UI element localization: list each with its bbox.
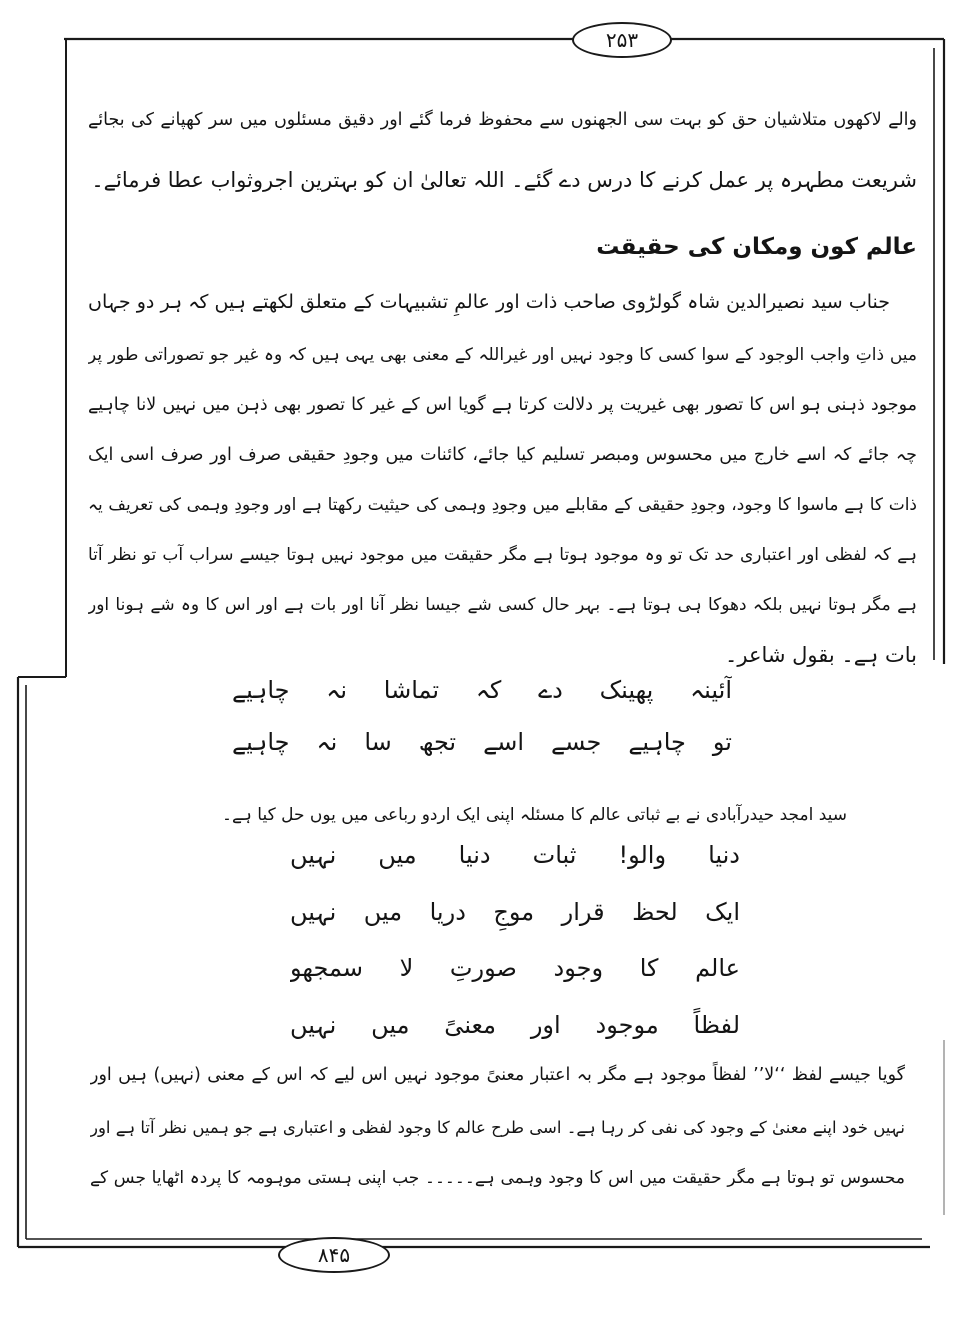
- paragraph-line: ہے مگر ہوتا نہیں بلکہ دھوکا ہی ہوتا ہے۔ بہر حال کسی شے جیسا نظر آنا اور بات ہے اور اس کا وہ شے ہونا اور: [88, 595, 917, 615]
- rubai-line: عالم کا وجود صورتِ لا سمجھو: [290, 954, 740, 982]
- closing-line: نہیں خود اپنے معنیٰ کے وجود کی نفی کر رہا ہے۔ اسی طرح عالم کا وجود لفظی و اعتباری ہے جو ہمیں نظر آتا ہے اور: [90, 1118, 905, 1137]
- page-number-bottom: ۸۴۵: [278, 1237, 390, 1273]
- intro-line: شریعت مطہرہ پر عمل کرنے کا درس دے گئے۔ اللہ تعالیٰ ان کو بہترین اجروثواب عطا فرمائے۔: [91, 168, 917, 192]
- verse-line: آئینہ پھینک دے کہ تماشا نہ چاہیے: [232, 676, 732, 704]
- closing-line: گویا جیسے لفظ ‘‘لا’’ لفظاً موجود ہے مگر بہ اعتبار معنیً موجود نہیں اس لیے کہ اس کے معنی (نہیں) ہیں اور: [90, 1065, 905, 1085]
- page-number-top: ۲۵۳: [572, 22, 672, 58]
- rubai-line: دنیا والو! ثبات دنیا میں نہیں: [290, 841, 740, 869]
- paragraph-line: بات ہے۔ بقول شاعر۔: [725, 643, 917, 667]
- paragraph-line: جناب سید نصیرالدین شاہ گولڑوی صاحب ذات اور عالمِ تشبیہات کے متعلق لکھتے ہیں کہ ہر دو جہاں: [88, 291, 890, 313]
- paragraph-line: ذات کا ہے ماسوا کا وجود، وجودِ حقیقی کے مقابلے میں وجودِ وہمی کی حیثیت رکھتا ہے اور وجودِ وہمی کی تعریف یہ: [88, 495, 917, 515]
- rubai-line: لفظاً موجود اور معنیً میں نہیں: [290, 1011, 740, 1039]
- paragraph-line: ہے کہ لفظی اور اعتباری حد تک تو وہ موجود ہوتا ہے مگر حقیقت میں موجود نہیں ہوتا جیسے سراب آب تو نظر آتا: [88, 545, 917, 565]
- paragraph-line: موجود ذہنی ہو اس کا تصور بھی غیریت پر دلالت کرتا ہے گویا اس کے غیر کا تصور بھی ذہن میں نہیں لانا چاہیے: [88, 395, 917, 415]
- paragraph-line: چہ جائے کہ اسے خارج میں محسوس ومبصر تسلیم کیا جائے، کائنات میں وجودِ حقیقی صرف اور صرف اسی ایک: [88, 445, 917, 465]
- verse-line: تو چاہیے جسے اسے تجھ سا نہ چاہیے: [232, 728, 732, 756]
- rubai-intro: سید امجد حیدرآبادی نے بے ثباتی عالم کا مسئلہ اپنی ایک اردو رباعی میں یوں حل کیا ہے۔: [222, 805, 847, 825]
- rubai-line: ایک لحظ قرار موجِ دریا میں نہیں: [290, 898, 740, 926]
- section-heading: عالم کون ومکان کی حقیقت: [596, 234, 917, 260]
- paragraph-line: میں ذاتِ واجب الوجود کے سوا کسی کا وجود نہیں اور غیراللہ کے معنی بھی یہی ہیں کہ وہ غیر جو تصوراتی طور پر: [88, 345, 917, 365]
- intro-line: والے لاکھوں متلاشیان حق کو بہت سی الجھنوں سے محفوظ فرما گئے اور دقیق مسئلوں میں سر کھپانے کی بجائے: [88, 110, 917, 130]
- closing-line: محسوس تو ہوتا ہے مگر حقیقت میں اس کا وجود وہمی ہے۔۔۔۔۔ جب اپنی ہستی موہومہ کا پردہ اٹھایا جس کے: [90, 1168, 905, 1188]
